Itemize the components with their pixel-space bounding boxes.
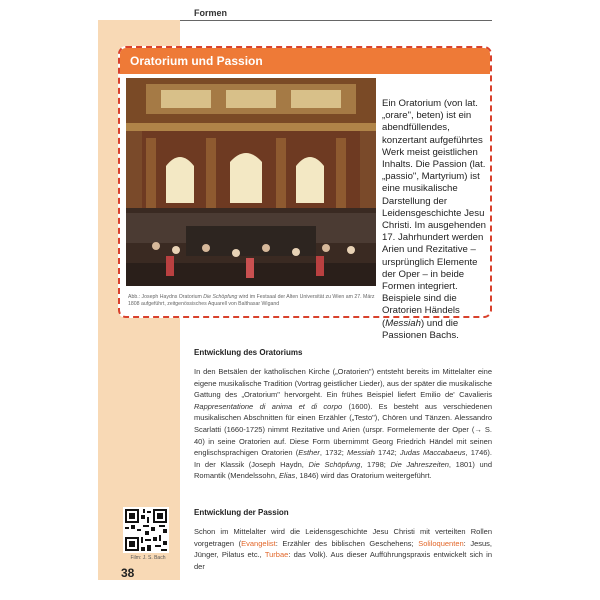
- qr-code-icon[interactable]: [123, 507, 169, 553]
- qr-caption: Film: J. S. Bach: [130, 555, 166, 561]
- header-rule: [180, 20, 492, 21]
- section-heading-oratorium: Entwicklung des Oratoriums: [194, 348, 303, 357]
- painting-caption: Abb.: Joseph Haydns Oratorium Die Schöpfung wird im Festsaal der Alten Universität zu Wien am 27. März 1808 aufgeführt, zeitgenössisches Aquarell von Balthasar Wigand: [128, 294, 375, 307]
- page-number: 38: [121, 566, 135, 580]
- running-header: Formen: [194, 8, 228, 18]
- oratorio-painting: [126, 78, 376, 286]
- section-heading-passion: Entwicklung der Passion: [194, 508, 289, 517]
- section-text-passion: Schon im Mittelalter wird die Leidensgeschichte Jesu Christi mit verteilten Rollen vorgetragen (Evangelist: Erzähler des biblischen Geschehens; Soliloquenten: Jesus, Jünger, Pilatus etc., Turbae: das Volk). Aus dieser Aufführungspraxis entwickelt sich in der: [194, 527, 492, 571]
- info-box-title-bar: [120, 48, 490, 74]
- info-box: [118, 46, 492, 341]
- section-text-oratorium: In den Betsälen der katholischen Kirche („Oratorien") entsteht bereits im Mittelalter eine eigene musikalische Tradition (Vortrag geistlicher Lieder), aus der später die musikalische Gattung des „Oratorium" hervorgeht. Ein frühes Beispiel liefert Emilio de' Cavalieris Rappresentatione di anima et di corpo (1600). Es besteht aus verschiedenen musikalischen Abschnitten für einen Erzähler („Testo"), Chören und Tänzen. Alessandro Scarlatti (1660-1725) nimmt Rezitative und Arien (urspr. Formelemente der Oper (→ S. 40) in seine Oratorien auf. Diese Form übernimmt Georg Friedrich Händel mit seinen englischsprachigen Oratorien (Esther, 1732; Messiah 1742; Judas Maccabaeus, 1746). In der Klassik (Joseph Haydn, Die Schöpfung, 1798; Die Jahreszeiten, 1801) und Romantik (Mendelssohn, Elias, 1846) wird das Oratorium weitergeführt.: [194, 367, 493, 481]
- info-box-title: Oratorium und Passion: [130, 54, 263, 68]
- info-box-text: Ein Oratorium (von lat. „orare", beten) ist ein abendfüllendes, konzertant aufgeführtes Werk meist geistlichen Inhalts. Die Passion (lat. „passio", Martyrium) ist eine musikalische Darstellung der Leidensgeschichte Jesu Christi. Im ausgehenden 17. Jahrhundert werden Arien und Rezitative – ursprünglich Elemente der Oper – in beide Formen integriert. Beispiele sind die Oratorien Händels (Messiah) und die Passionen Bachs.: [382, 98, 486, 341]
